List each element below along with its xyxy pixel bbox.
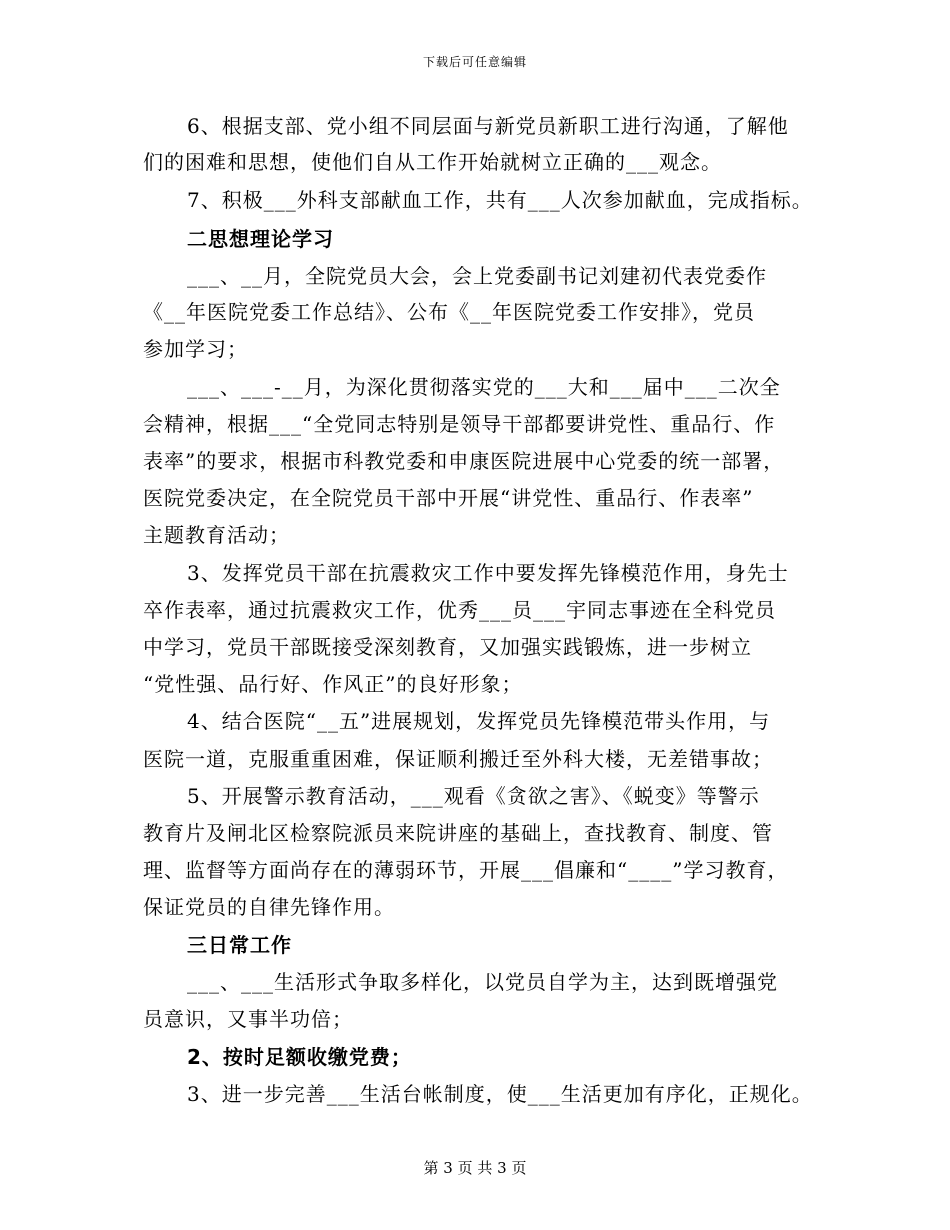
paragraph-line: 医院一道，克服重重困难，保证顺利搬迁至外科大楼，无差错事故；	[143, 747, 773, 771]
page-number-footer: 第 3 页 共 3 页	[423, 1159, 527, 1177]
paragraph-line: 主题教育活动；	[143, 523, 290, 547]
section-heading: 2、按时足额收缴党费；	[187, 1045, 412, 1069]
paragraph-line: 理、监督等方面尚存在的薄弱环节，开展___倡廉和“____”学习教育，	[143, 858, 789, 882]
paragraph-line: 们的困难和思想，使他们自从工作开始就树立正确的___观念。	[143, 150, 722, 174]
paragraph-line: 6、根据支部、党小组不同层面与新党员新职工进行沟通，了解他	[187, 114, 789, 138]
paragraph-line: 保证党员的自律先锋作用。	[143, 895, 395, 919]
paragraph-line: 7、积极___外科支部献血工作，共有___人次参加献血，完成指标。	[187, 188, 813, 212]
paragraph-line: 会精神，根据___“全党同志特别是领导干部都要讲党性、重品行、作	[143, 412, 776, 436]
paragraph-line: 参加学习；	[143, 337, 248, 361]
header-note: 下载后可任意编辑	[422, 55, 527, 69]
paragraph-line: ___、__月，全院党员大会，会上党委副书记刘建初代表党委作	[187, 264, 767, 288]
section-heading: 二思想理论学习	[187, 227, 334, 251]
paragraph-line: 教育片及闸北区检察院派员来院讲座的基础上，查找教育、制度、管	[143, 821, 773, 845]
paragraph-line: ___、___生活形式争取多样化，以党员自学为主，达到既增强党	[187, 970, 778, 994]
paragraph-line: 中学习，党员干部既接受深刻教育，又加强实践锻炼，进一步树立	[143, 635, 752, 659]
paragraph-line: 员意识，又事半功倍；	[143, 1007, 353, 1031]
section-heading: 三日常工作	[187, 933, 292, 957]
paragraph-line: “党性强、品行好、作风正”的良好形象；	[143, 672, 523, 696]
paragraph-line: 《__年医院党委工作总结》、公布《__年医院党委工作安排》，党员	[143, 300, 755, 324]
paragraph-line: 3、发挥党员干部在抗震救灾工作中要发挥先锋模范作用，身先士	[187, 561, 789, 585]
paragraph-line: 卒作表率，通过抗震救灾工作，优秀___员___宇同志事迹在全科党员	[143, 598, 776, 622]
paragraph-line: 5、开展警示教育活动，___观看《贪欲之害》、《蜕变》等警示	[187, 784, 760, 808]
paragraph-line: 4、结合医院“__五”进展规划，发挥党员先锋模范带头作用，与	[187, 709, 771, 733]
paragraph-line: 3、进一步完善___生活台帐制度，使___生活更加有序化，正规化。	[187, 1082, 813, 1106]
paragraph-line: ___、___-__月，为深化贯彻落实党的___大和___届中___二次全	[187, 375, 781, 399]
paragraph-line: 医院党委决定，在全院党员干部中开展“讲党性、重品行、作表率”	[143, 486, 754, 510]
paragraph-line: 表率”的要求，根据市科教党委和申康医院进展中心党委的统一部署，	[143, 449, 785, 473]
